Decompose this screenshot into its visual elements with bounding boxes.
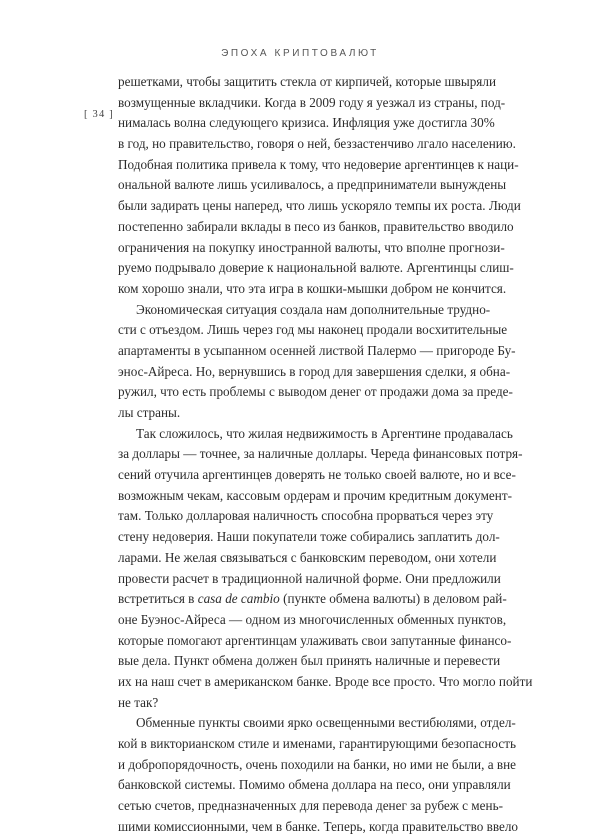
text-line: не так?: [118, 694, 159, 710]
text-line: возмущенные вкладчики. Когда в 2009 году я уезжал из страны, под-: [118, 94, 506, 110]
text-line: ружил, что есть проблемы с выводом денег от продажи дома за преде-: [118, 384, 513, 400]
text-line: вые дела. Пункт обмена должен был принять наличные и перевести: [118, 653, 501, 669]
line-start: встретиться в: [118, 591, 195, 607]
text-line: нималась волна следующего кризиса. Инфляция уже достигла 30%: [118, 115, 495, 131]
text-line: в год, но правительство, говоря о ней, беззастенчиво лгало населению.: [118, 136, 516, 152]
text-line: лы страны.: [118, 405, 181, 420]
text-line-with-italic: [118, 589, 507, 610]
text-line: апартаменты в усыпанном осенней листвой Палермо — пригороде Бу-: [118, 342, 516, 358]
text-line: банковской системы. Помимо обмена доллара на песо, они управляли: [118, 777, 511, 793]
text-line: постепенно забирали вклады в песо из банков, правительство вводило: [118, 218, 514, 234]
text-line: ком хорошо знали, что эта игра в кошки-мышки добром не кончится.: [118, 280, 507, 296]
text-line: и добропорядочность, очень походили на банки, но ими не были, а вне: [118, 756, 516, 772]
text-line: их на наш счет в американском банке. Вроде все просто. Что могло пойти: [118, 673, 533, 689]
text-line: ограничения на покупку иностранной валюты, что вполне прогнози-: [118, 239, 505, 255]
text-line: провести расчет в традиционной наличной форме. Они предложили: [118, 570, 501, 586]
text-line: руемо подрывало доверие к национальной валюте. Аргентинцы слиш-: [118, 260, 514, 276]
text-line: оне Буэнос-Айреса — одном из многочисленных обменных пунктов,: [118, 611, 507, 627]
text-line: ональной валюте лишь усиливалось, а предприниматели вынуждены: [118, 177, 507, 193]
text-line: там. Только долларовая наличность способна прорваться через эту: [118, 508, 494, 524]
text-line: сти с отъездом. Лишь через год мы наконец продали восхитительные: [118, 322, 508, 338]
text-line: шими комиссионными, чем в банке. Теперь, когда правительство ввело: [118, 818, 519, 834]
paragraph-first-line: Экономическая ситуация создала нам дополнительные трудно-: [136, 301, 491, 317]
paragraph-first-line: Так сложилось, что жилая недвижимость в Аргентине продавалась: [136, 425, 513, 441]
text-line: за доллары — точнее, за наличные доллары. Череда финансовых потря-: [118, 446, 523, 462]
text-line: сетью счетов, предназначенных для перевода денег за рубеж с мень-: [118, 798, 503, 814]
body-text: [118, 72, 533, 837]
italic-term: casa de cambio: [197, 591, 280, 607]
text-line: кой в викторианском стиле и именами, гарантирующими безопасность: [118, 736, 516, 751]
paragraph-first-line: Обменные пункты своими ярко освещенными вестибюлями, отдел-: [136, 715, 516, 731]
running-title: ЭПОХА КРИПТОВАЛЮТ: [221, 48, 379, 59]
text-line: ларами. Не желая связываться с банковским переводом, они хотели: [118, 549, 497, 565]
text-line: стену недоверия. Наши покупатели тоже собирались заплатить дол-: [118, 529, 500, 545]
text-line: сений отучила аргентинцев доверять не только своей валюте, но и все-: [118, 467, 516, 483]
text-line: Подобная политика привела к тому, что недоверие аргентинцев к наци-: [118, 156, 519, 172]
text-line: энос-Айреса. Но, вернувшись в город для завершения сделки, я обна-: [118, 363, 511, 379]
text-line: решетками, чтобы защитить стекла от кирпичей, которые швыряли: [118, 74, 497, 89]
line-end: (пункте обмена валюты) в деловом рай-: [283, 591, 507, 607]
text-line: были задирать цены наперед, что лишь ускоряло темпы их роста. Люди: [118, 198, 521, 214]
page-number: [ 34 ]: [84, 109, 114, 120]
text-line: которые помогают аргентинцам улаживать свои запутанные финансо-: [118, 632, 512, 648]
text-line: возможным чекам, кассовым ордерам и прочим кредитным документ-: [118, 487, 512, 503]
